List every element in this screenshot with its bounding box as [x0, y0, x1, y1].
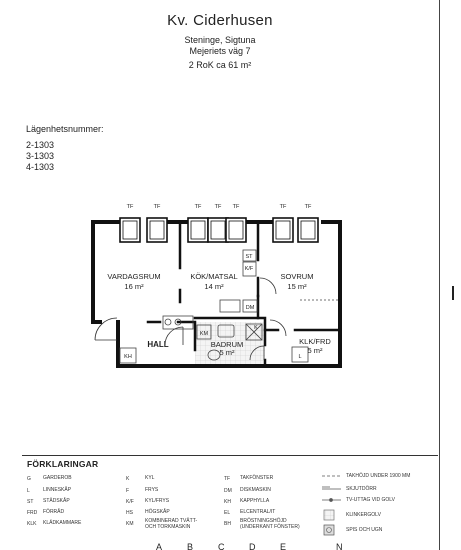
skylight-label: TF — [126, 204, 134, 210]
legend-text: HÖGSKÅP — [145, 509, 170, 515]
skylight-label: TF — [279, 204, 287, 210]
label-st: ST — [245, 254, 253, 260]
room-name-vardagsrum: VARDAGSRUM — [107, 272, 161, 281]
skylight-label: TF — [153, 204, 161, 210]
room-area-vardagsrum: 16 m² — [124, 282, 144, 291]
legend-text: TAKHÖJD UNDER 1900 MM — [346, 473, 411, 479]
legend-text: KAPPHYLLA — [240, 498, 270, 504]
legend-text: KYL — [145, 475, 155, 481]
skylight-window — [226, 204, 246, 242]
stove-oven-symbol — [324, 525, 334, 535]
legend-code: DM — [224, 488, 232, 494]
grid-axis-label: B — [187, 542, 194, 550]
legend-text: DISKMASKIN — [240, 487, 271, 493]
legend-text: GARDEROB — [43, 475, 72, 481]
room-area-badrum: 5 m² — [219, 348, 235, 357]
label-l: L — [298, 354, 302, 360]
legend-text: (UNDERKANT FÖNSTER) — [240, 524, 300, 530]
skylight-window — [298, 204, 318, 242]
apartment-number: 2-1303 — [26, 140, 55, 150]
project-title: Kv. Ciderhusen — [167, 12, 273, 29]
grid-axis-label: E — [280, 542, 287, 550]
room-area-sovrum: 15 m² — [287, 282, 307, 291]
legend-text: FÖRRÅD — [43, 509, 65, 515]
legend-code: K — [126, 476, 130, 482]
grid-axis-label: N — [336, 542, 343, 550]
legend-code: KLK — [27, 521, 37, 527]
legend-text: SPIS OCH UGN — [346, 527, 383, 533]
legend-divider — [22, 455, 438, 456]
skylight-window — [188, 204, 208, 242]
legend-text: KLÄDKAMMARE — [43, 520, 82, 526]
legend-code: KH — [224, 499, 231, 505]
room-name-badrum: BADRUM — [210, 340, 244, 349]
label-kh: KH — [124, 354, 132, 360]
legend-text: OCH TORKMASKIN — [145, 524, 191, 530]
size-text: 2 RoK ca 61 m² — [188, 60, 252, 70]
legend-code: ST — [27, 499, 34, 505]
legend-title: FÖRKLARINGAR — [27, 459, 99, 469]
skylight-label: TF — [232, 204, 240, 210]
apartment-number-label: Lägenhetsnummer: — [26, 124, 104, 134]
label-kf: K/F — [244, 266, 254, 272]
tv-outlet-dot — [330, 499, 333, 502]
label-km: KM — [199, 331, 209, 337]
skylight-windows — [120, 204, 318, 242]
legend-text: LINNESKÅP — [43, 487, 72, 493]
kitchen-sink — [220, 300, 240, 312]
skylight-window — [120, 204, 140, 242]
legend-code: L — [27, 488, 30, 494]
closet-door-swing[interactable] — [270, 320, 286, 336]
legend-text: KOMBINERAD TVÄTT- — [145, 518, 198, 524]
legend-code: KM — [126, 521, 134, 527]
legend-code: TF — [224, 476, 231, 482]
legend-text: BRÖSTNINGSHÖJD — [240, 518, 287, 524]
apartment-number: 4-1303 — [26, 162, 55, 172]
skylight-window — [147, 204, 167, 242]
legend-code: FRD — [27, 510, 38, 516]
skylight-label: TF — [304, 204, 312, 210]
room-name-hall: HALL — [147, 340, 169, 349]
clinker-symbol — [324, 510, 334, 520]
legend-code: F — [126, 488, 130, 494]
legend-text: TV-UTTAG VID GOLV — [346, 497, 395, 503]
skylight-window — [208, 204, 228, 242]
stove-ring — [165, 319, 171, 325]
room-area-klkfrd: 5 m² — [307, 346, 323, 355]
legend-text: FRYS — [145, 487, 159, 493]
apartment-number: 3-1303 — [26, 151, 55, 161]
skylight-window — [273, 204, 293, 242]
legend-text: STÄDSKÅP — [43, 498, 70, 504]
area-text: Steninge, Sigtuna — [184, 35, 256, 45]
legend-code: BH — [224, 521, 231, 527]
grid-axis-label: D — [249, 542, 256, 550]
label-dm: DM — [245, 305, 255, 311]
label-k: K — [254, 325, 258, 331]
room-name-kok: KÖK/MATSAL — [190, 272, 238, 281]
grid-axis-label: A — [156, 542, 163, 550]
grid-axis-label: C — [218, 542, 225, 550]
legend-text: TAKFÖNSTER — [240, 475, 274, 481]
legend-code: K/F — [126, 499, 134, 505]
legend-code: EL — [224, 510, 231, 516]
bedroom-door-swing[interactable] — [260, 278, 276, 294]
street-text: Mejeriets väg 7 — [189, 46, 251, 56]
skylight-label: TF — [214, 204, 222, 210]
room-name-klkfrd: KLK/FRD — [299, 337, 331, 346]
room-name-sovrum: SOVRUM — [280, 272, 314, 281]
room-area-kok: 14 m² — [204, 282, 224, 291]
legend-code: HS — [126, 510, 133, 516]
legend-text: ELCENTRAL/IT — [240, 509, 276, 515]
legend-text: SKJUTDÖRR — [346, 486, 377, 492]
sliding-door-symbol — [322, 487, 341, 489]
legend-text: KLINKERGOLV — [346, 512, 381, 518]
legend-text: KYL/FRYS — [145, 498, 170, 504]
legend-code: G — [27, 476, 31, 482]
skylight-label: TF — [194, 204, 202, 210]
